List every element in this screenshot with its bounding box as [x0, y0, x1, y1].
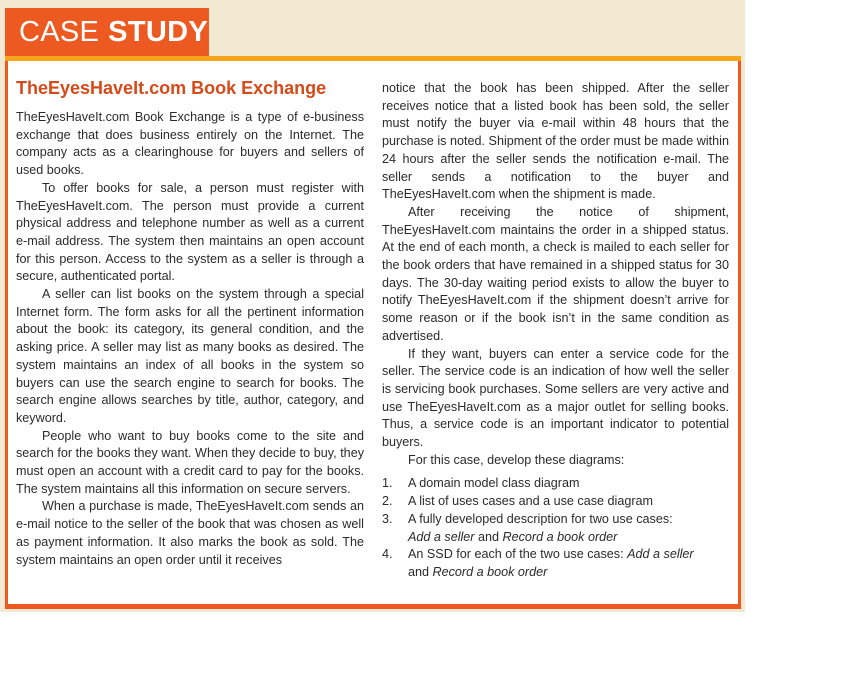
paragraph-buyers: People who want to buy books come to the site and search for the books they want. When they decide to buy, they must open an account with a credit card to pay for the books. The system maintains all this information on secure servers.: [16, 428, 364, 496]
list-item-number: 3.: [382, 511, 393, 526]
paragraph-instructions: For this case, develop these diagrams:: [408, 452, 625, 467]
paragraph-purchase-continued: notice that the book has been shipped. After the seller receives notice that a listed book has been sold, the seller must notify the buyer via e-mail within 48 hours that the purchase is noted. Shipment of the order must be made within 24 hours after the seller sends the notification e-mail. The seller sends a notification to the buyer and TheEyesHaveIt.com when the shipment is made.: [382, 81, 729, 202]
tab-label-study: STUDY: [108, 15, 208, 48]
list-item-main-text: An SSD for each of the two use cases:: [408, 547, 628, 562]
paragraph-register: To offer books for sale, a person must register with TheEyesHaveIt.com. The person must provide a current physical address and telephone number as well as a current e-mail address. The system then maintains an open account for this person. Access to the system as a seller is through a secure, authenticated portal.: [16, 180, 364, 284]
left-column: [16, 76, 364, 569]
list-item-number: 2.: [382, 494, 393, 509]
list-item-text: A domain model class diagram: [408, 476, 580, 491]
conjunction-text: and: [474, 529, 503, 544]
article-title: TheEyesHaveIt.com Book Exchange: [16, 78, 327, 98]
use-case-record-order: Record a book order: [502, 529, 618, 544]
task-list: [382, 475, 729, 581]
list-item: [382, 546, 729, 581]
list-item-number: 1.: [382, 476, 393, 491]
paragraph-list-books: A seller can list books on the system through a special Internet form. The form asks for all the pertinent information about the book: its category, its general condition, and the asking price. A seller may list as many books as desired. The system maintains an index of all books in the system so buyers can use the search engine to search for books. The search engine allows searches by title, author, category, and keyword.: [16, 287, 364, 425]
paragraph-purchase: When a purchase is made, TheEyesHaveIt.com sends an e-mail notice to the seller of the book that was chosen as well as payment information. It also marks the book as sold. The system maintains an open order until it receives: [16, 499, 364, 567]
list-item-text: [408, 511, 729, 546]
list-item: [382, 511, 729, 546]
use-case-add-seller: Add a seller: [627, 547, 694, 562]
list-item-text: [408, 546, 729, 581]
list-item: [382, 493, 729, 511]
paragraph-shipment: After receiving the notice of shipment, TheEyesHaveIt.com maintains the order in a shipped status. At the end of each month, a check is mailed to each seller for the book orders that have remained in a shipped status for 30 days. The 30-day waiting period exists to allow the buyer to notify TheEyesHaveIt.com if the shipment doesn’t arrive for some reason or if the book isn’t in the same condition as advertised.: [382, 204, 729, 343]
paragraph-intro: TheEyesHaveIt.com Book Exchange is a type of e-business exchange that does business entirely on the Internet. The company acts as a clearinghouse for buyers and sellers of used books.: [16, 110, 364, 178]
use-case-record-order: Record a book order: [432, 564, 548, 579]
list-item-text: A list of uses cases and a use case diagram: [408, 494, 654, 509]
list-item: [382, 475, 729, 493]
bottom-rule: [5, 604, 741, 609]
case-study-tab: [5, 8, 209, 56]
conjunction-text: and: [408, 564, 433, 579]
paragraph-service-code: If they want, buyers can enter a service code for the seller. The service code is an indication of how well the seller is servicing book purchases. Some sellers are very active and use TheEyesHaveIt.com as a major outlet for selling books. Thus, a service code is an important indicator to potential buyers.: [382, 346, 729, 450]
list-item-number: 4.: [382, 547, 393, 562]
list-item-main-text: A fully developed description for two use cases:: [408, 511, 673, 526]
use-case-add-seller: Add a seller: [408, 529, 475, 544]
tab-label-case: CASE: [19, 15, 100, 48]
right-column: [382, 80, 729, 582]
